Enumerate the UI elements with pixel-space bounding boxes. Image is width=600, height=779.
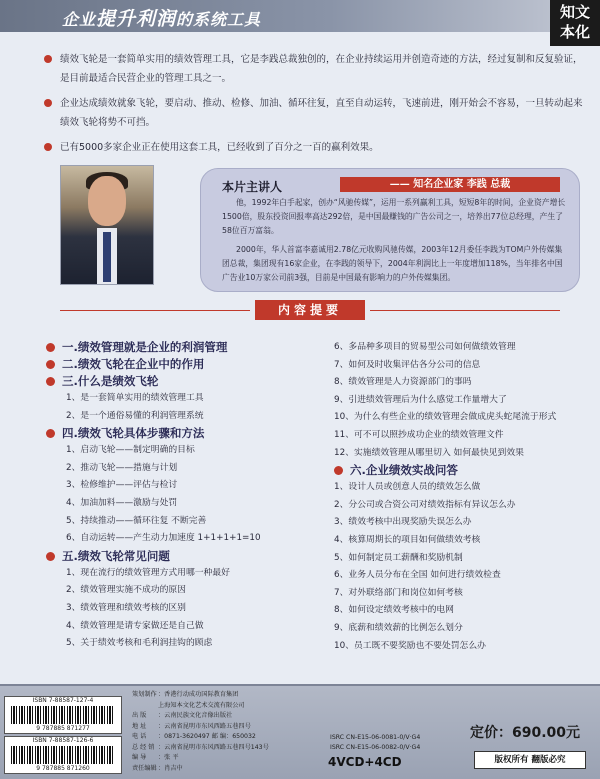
content-item bbox=[334, 567, 596, 585]
logo-line-1: 知文 bbox=[559, 3, 590, 21]
presenter-photo bbox=[60, 165, 154, 285]
row-text: 4、绩效管理是请专家做还是自己做 bbox=[66, 620, 204, 631]
row-text: 1、是一套简单实用的绩效管理工具 bbox=[66, 393, 204, 403]
intro-paragraph bbox=[44, 94, 584, 132]
bio-paragraph-1: 他，1992年白手起家，创办“风驰传媒”，运用一系列赢利工具，短短8年的时间，企业资产增长1500倍，股东投资回报率高达292倍，是中国最赚钱的广告公司之一，培养出77位总经理，产生了58位百万富翁。 bbox=[222, 198, 566, 235]
credit-value: ：云南省昆明市东风西路五巷四号143号 bbox=[158, 743, 269, 751]
content-item bbox=[46, 565, 326, 583]
content-item bbox=[334, 427, 596, 445]
content-item bbox=[334, 602, 596, 620]
row-text: 6、自动运转——产生动力加速度 1+1+1+1=10 bbox=[66, 533, 261, 544]
row-text: 5、持续推动——循环往复 不断完善 bbox=[66, 515, 207, 526]
content-item bbox=[334, 339, 596, 357]
row-text: 7、对外联络部门和岗位如何考核 bbox=[334, 587, 463, 598]
content-item bbox=[334, 357, 596, 375]
content-item bbox=[46, 530, 326, 548]
row-text: 4、核算周期长的项目如何做绩效考核 bbox=[334, 534, 481, 545]
row-text: 3、绩效考核中出现奖励失误怎么办 bbox=[334, 517, 472, 528]
intro-paragraph bbox=[44, 50, 584, 88]
presenter-heading: 本片主讲人 bbox=[222, 180, 283, 194]
row-text: 二.绩效飞轮在企业中的作用 bbox=[62, 357, 205, 371]
barcode-1 bbox=[4, 696, 122, 734]
content-item bbox=[46, 582, 326, 600]
content-item bbox=[334, 445, 596, 463]
content-item bbox=[46, 600, 326, 618]
row-text: 2、绩效管理实施不成功的原因 bbox=[66, 585, 186, 596]
header-title bbox=[62, 4, 261, 31]
media-format: 4VCD+4CD bbox=[328, 755, 402, 769]
content-right-column bbox=[334, 339, 596, 655]
intro-section bbox=[44, 50, 584, 163]
row-text: 11、可不可以照抄成功企业的绩效管理文件 bbox=[334, 429, 504, 440]
barcode-2 bbox=[4, 736, 122, 774]
credit-line bbox=[132, 711, 269, 722]
row-text: 6、业务人员分布在全国 如何进行绩效检查 bbox=[334, 570, 501, 581]
content-item bbox=[334, 409, 596, 427]
content-item bbox=[334, 550, 596, 568]
credit-value: 上海知本文化艺术交流有限公司 bbox=[158, 701, 245, 709]
credit-key: 编 导 bbox=[132, 754, 147, 761]
bullet-dot-icon bbox=[44, 55, 52, 63]
row-text: 2、分公司或合资公司对绩效指标有异议怎么办 bbox=[334, 499, 516, 510]
row-text: 8、如何设定绩效考核中的电网 bbox=[334, 605, 454, 616]
credit-value: ：香港行动成功国际教育集团 bbox=[158, 691, 239, 698]
section-heading bbox=[46, 548, 326, 565]
credit-line bbox=[132, 690, 269, 701]
content-item bbox=[46, 495, 326, 513]
content-item bbox=[46, 408, 326, 426]
content-item bbox=[46, 477, 326, 495]
content-summary-banner: 内容提要 bbox=[255, 300, 365, 320]
publisher-credits bbox=[132, 690, 269, 774]
intro-text-1: 绩效飞轮是一套简单实用的绩效管理工具，它是李践总裁独创的，在企业持续运用并创造奇迹的方法，经过复制和反复验证，是目前最适合民营企业的管理工具之一。 bbox=[60, 54, 583, 84]
barcode-1-bars-icon bbox=[11, 706, 115, 724]
bullet-dot-icon bbox=[44, 99, 52, 107]
bullet-dot-icon bbox=[46, 343, 55, 352]
row-text: 9、底薪和绩效薪的比例怎么划分 bbox=[334, 622, 463, 633]
row-text: 9、引进绩效管理后为什么感觉工作量增大了 bbox=[334, 394, 507, 405]
credit-key: 出 版 bbox=[132, 712, 147, 719]
credit-value: ：肖吉中 bbox=[158, 764, 183, 772]
credit-line bbox=[132, 732, 269, 743]
section-heading bbox=[46, 373, 326, 390]
content-item bbox=[334, 514, 596, 532]
logo-line-2: 本化 bbox=[559, 23, 590, 41]
credit-value: ：云南民族文化音像出版社 bbox=[158, 712, 233, 719]
barcode-1-isbn: ISBN 7-88587-127-4 bbox=[32, 697, 94, 704]
row-text: 7、如何及时收集评估各分公司的信息 bbox=[334, 359, 481, 370]
row-text: 4、加油加料——激励与处罚 bbox=[66, 497, 178, 508]
credit-line bbox=[132, 722, 269, 733]
photo-face bbox=[88, 176, 126, 226]
row-text: 3、绩效管理和绩效考核的区别 bbox=[66, 602, 186, 613]
row-text: 12、实施绩效管理从哪里切入 如何最快见到效果 bbox=[334, 447, 524, 458]
isrc-code-1: ISRC CN-E15-06-0081-0/V·G4 bbox=[330, 734, 421, 741]
bullet-dot-icon bbox=[334, 466, 343, 475]
row-text: 10、为什么有些企业的绩效管理会做成虎头蛇尾流于形式 bbox=[334, 412, 557, 423]
content-item bbox=[334, 374, 596, 392]
credit-value: ：0871-3620497 邮 编：650032 bbox=[158, 733, 256, 740]
content-item bbox=[46, 442, 326, 460]
banner-rule-left bbox=[60, 310, 250, 311]
section-heading bbox=[46, 339, 326, 356]
credit-key: 责任编辑 bbox=[132, 764, 157, 772]
credit-value: ：云南省昆明市东风西路五巷四号 bbox=[158, 722, 251, 730]
credit-value: ：张 平 bbox=[158, 754, 179, 761]
content-item bbox=[334, 532, 596, 550]
presenter-bio bbox=[222, 196, 568, 290]
credit-key: 策划制作 bbox=[132, 691, 157, 698]
content-item bbox=[334, 392, 596, 410]
barcode-2-number: 9 787885 871260 bbox=[36, 765, 90, 772]
row-text: 5、如何制定员工薪酬和奖励机制 bbox=[334, 552, 463, 563]
row-text: 6、多品种多项目的贸易型公司如何做绩效管理 bbox=[334, 342, 516, 352]
isrc-codes bbox=[330, 733, 420, 753]
barcode-1-number: 9 787885 871277 bbox=[36, 725, 90, 732]
content-item bbox=[46, 513, 326, 531]
row-text: 3、检修维护——评估与检讨 bbox=[66, 480, 178, 491]
credit-line bbox=[132, 764, 269, 775]
credit-line bbox=[132, 701, 269, 712]
header-title-post: 的系统工具 bbox=[176, 10, 262, 29]
section-heading bbox=[334, 462, 596, 479]
publisher-logo bbox=[550, 0, 600, 46]
section-heading bbox=[46, 356, 326, 373]
row-text: 10、员工既不要奖励也不要处罚怎么办 bbox=[334, 640, 486, 651]
bio-paragraph-2: 2000年，华人首富李嘉诚用2.78亿元收购风驰传媒，2003年12月委任李践为TOM户外传媒集团总裁，集团现有16家企业，在李践的领导下，2004年利润比上一年度增加118%，当年排名中国广告业10万家公司前3强，目前是中国最有影响力的户外传媒集团。 bbox=[222, 245, 563, 282]
intro-text-2: 企业达成绩效就象飞轮，要启动、推动、检修、加油、循环往复，直至自动运转，飞速前进，刚开始会不容易，一旦转动起来绩效飞轮将势不可挡。 bbox=[60, 98, 583, 128]
row-text: 四.绩效飞轮具体步骤和方法 bbox=[62, 426, 205, 441]
content-item bbox=[334, 585, 596, 603]
row-text: 2、是一个通俗易懂的利润管理系统 bbox=[66, 410, 204, 421]
row-text: 六.企业绩效实战问答 bbox=[350, 463, 458, 478]
photo-tie bbox=[103, 232, 111, 282]
header-title-highlight: 提升利润 bbox=[96, 8, 177, 30]
credit-key: 电 话 bbox=[132, 733, 147, 740]
row-text: 三.什么是绩效飞轮 bbox=[62, 374, 159, 388]
row-text: 1、现在流行的绩效管理方式用哪一种最好 bbox=[66, 567, 230, 578]
credit-key: 地 址 bbox=[132, 722, 147, 730]
credit-line bbox=[132, 753, 269, 764]
header-title-pre: 企业 bbox=[62, 10, 97, 29]
row-text: 1、设计人员或创意人员的绩效怎么做 bbox=[334, 482, 481, 493]
bullet-dot-icon bbox=[46, 429, 55, 438]
content-item bbox=[334, 638, 596, 656]
intro-text-3: 已有5000多家企业正在使用这套工具，已经收到了百分之一百的赢利效果。 bbox=[60, 142, 379, 153]
content-item bbox=[46, 635, 326, 653]
credit-key: 总 经 销 bbox=[132, 743, 155, 751]
content-left-column bbox=[46, 339, 326, 653]
content-item bbox=[46, 460, 326, 478]
row-text: 五.绩效飞轮常见问题 bbox=[62, 548, 170, 563]
row-text: 5、关于绩效考核和毛利润挂钩的顾虑 bbox=[66, 638, 213, 649]
content-item bbox=[334, 497, 596, 515]
bullet-dot-icon bbox=[44, 143, 52, 151]
row-text: 8、绩效管理是人力资源部门的事吗 bbox=[334, 377, 472, 388]
content-item bbox=[46, 618, 326, 636]
barcode-2-bars-icon bbox=[11, 746, 115, 764]
barcode-2-isbn: ISBN 7-88587-126-6 bbox=[32, 737, 94, 744]
presenter-tag: —— 知名企业家 李践 总裁 bbox=[340, 177, 560, 192]
price-label: 定价：690.00元 bbox=[470, 725, 581, 741]
section-heading bbox=[46, 425, 326, 442]
bullet-dot-icon bbox=[46, 377, 55, 386]
row-text: 2、推动飞轮——措施与计划 bbox=[66, 462, 178, 473]
bullet-dot-icon bbox=[46, 360, 55, 369]
content-item bbox=[334, 620, 596, 638]
row-text: 一.绩效管理就是企业的利润管理 bbox=[62, 340, 228, 354]
credit-line bbox=[132, 743, 269, 754]
content-item bbox=[46, 390, 326, 408]
content-item bbox=[334, 479, 596, 497]
isrc-code-2: ISRC CN-E15-06-0082-0/V·G4 bbox=[330, 744, 421, 751]
intro-paragraph bbox=[44, 138, 584, 157]
row-text: 1、启动飞轮——制定明确的目标 bbox=[66, 445, 195, 456]
bullet-dot-icon bbox=[46, 552, 55, 561]
banner-rule-right bbox=[370, 310, 560, 311]
copyright-notice: 版权所有 翻版必究 bbox=[474, 751, 586, 769]
